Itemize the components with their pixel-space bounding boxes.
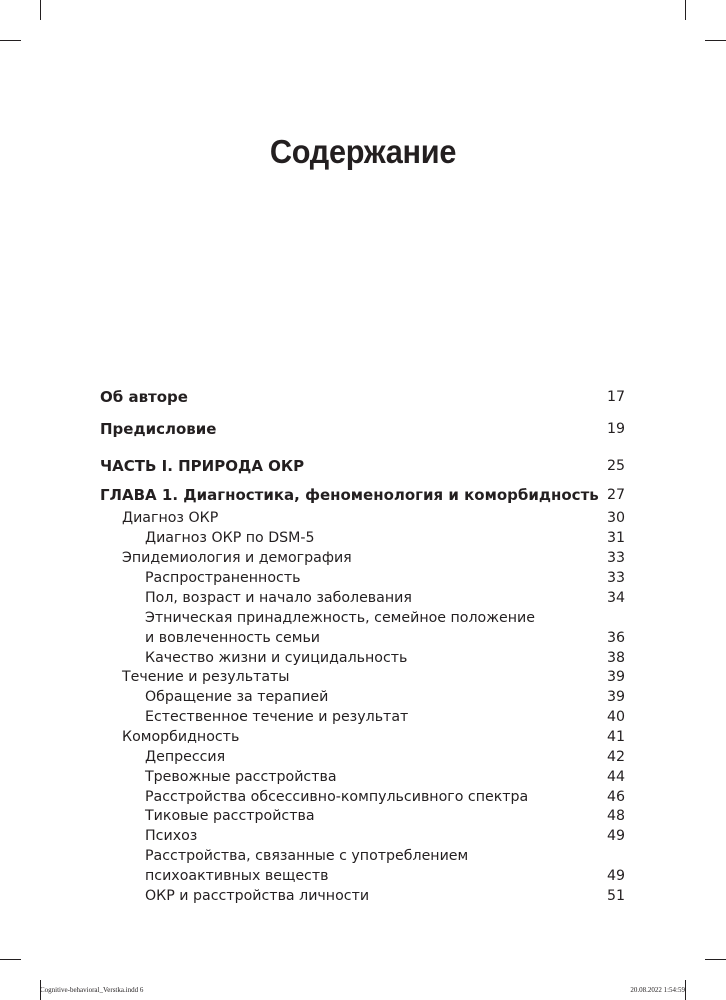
toc-entry[interactable] [100, 419, 625, 439]
toc-entry[interactable] [100, 767, 625, 787]
toc-entry[interactable] [100, 548, 625, 568]
toc-entry[interactable] [100, 806, 625, 826]
toc-entry[interactable] [100, 687, 625, 707]
toc-entry-page: 49 [606, 868, 625, 884]
toc-entry[interactable] [100, 387, 625, 407]
toc-entry[interactable] [100, 648, 625, 668]
toc-entry[interactable] [100, 866, 625, 886]
toc-entry-page: 44 [606, 769, 625, 785]
page-title: Содержание [269, 133, 457, 170]
toc-entry-label: и вовлеченность семьи [145, 630, 321, 646]
toc-entry-page: 48 [606, 808, 625, 824]
toc-entry-page: 46 [606, 789, 625, 805]
toc-entry-label: ГЛАВА 1. Диагностика, феноменология и коморбидность [100, 486, 599, 504]
crop-mark [0, 959, 21, 960]
toc-entry-page: 34 [606, 590, 625, 606]
toc-entry-page: 33 [606, 570, 625, 586]
toc-entry-label: Диагноз ОКР по DSM-5 [145, 530, 315, 546]
toc-entry-page: 41 [606, 729, 625, 745]
footer-timestamp: 20.08.2022 1:54:59 [630, 986, 685, 994]
toc-entry[interactable] [100, 667, 625, 687]
toc-entry[interactable] [100, 747, 625, 767]
toc-entry[interactable] [100, 826, 625, 846]
crop-mark [685, 0, 686, 20]
toc-entry[interactable] [100, 727, 625, 747]
toc-entry-label: Психоз [145, 828, 198, 844]
toc-entry-page: 36 [606, 630, 625, 646]
toc-entry-label: Расстройства, связанные с употреблением [145, 848, 469, 864]
toc-entry-page: 51 [606, 888, 625, 904]
toc-entry-page: 39 [606, 689, 625, 705]
toc-entry-page: 27 [606, 487, 625, 503]
toc-entry-page: 38 [606, 650, 625, 666]
crop-mark [705, 40, 726, 41]
toc-entry-label: Диагноз ОКР [122, 510, 219, 526]
toc-entry[interactable] [100, 485, 625, 505]
toc-entry-page: 39 [606, 669, 625, 685]
toc-entry-label: Эпидемиология и демография [122, 550, 352, 566]
toc-entry-label: Этническая принадлежность, семейное положение [145, 610, 535, 626]
toc-entry-label: Распространенность [145, 570, 301, 586]
toc-entry-page: 30 [606, 510, 625, 526]
toc-entry-page: 42 [606, 749, 625, 765]
crop-mark [0, 40, 21, 41]
toc-entry[interactable] [100, 508, 625, 528]
toc-entry-label: Предисловие [100, 420, 217, 438]
toc-entry[interactable] [100, 628, 625, 648]
toc-entry-label: Расстройства обсессивно-компульсивного спектра [145, 789, 529, 805]
crop-mark [705, 959, 726, 960]
toc-entry-page: 17 [606, 389, 625, 405]
toc-entry[interactable] [100, 846, 625, 866]
toc-entry[interactable] [100, 456, 625, 476]
toc-entry-label: Коморбидность [122, 729, 240, 745]
toc-entry[interactable] [100, 787, 625, 807]
toc-entry-label: Тиковые расстройства [145, 808, 315, 824]
toc-entry-label: ОКР и расстройства личности [145, 888, 370, 904]
toc-entry-label: психоактивных веществ [145, 868, 329, 884]
toc-entry[interactable] [100, 707, 625, 727]
toc-entry[interactable] [100, 528, 625, 548]
toc-entry-label: Течение и результаты [122, 669, 290, 685]
toc-entry-page: 33 [606, 550, 625, 566]
toc-entry[interactable] [100, 608, 625, 628]
crop-mark [40, 0, 41, 20]
toc-entry-label: Пол, возраст и начало заболевания [145, 590, 412, 606]
footer-file-info: Cognitive-behavioral_Verstka.indd 6 [40, 986, 144, 994]
toc-entry-label: Обращение за терапией [145, 689, 329, 705]
toc-entry-label: ЧАСТЬ I. ПРИРОДА ОКР [100, 457, 305, 475]
toc-entry[interactable] [100, 568, 625, 588]
toc-entry-page: 25 [606, 458, 625, 474]
toc-entry-page: 31 [606, 530, 625, 546]
crop-mark [685, 980, 686, 1000]
toc-entry-page: 40 [606, 709, 625, 725]
toc-entry-label: Качество жизни и суицидальность [145, 650, 408, 666]
toc-entry-label: Естественное течение и результат [145, 709, 409, 725]
toc-entry-label: Тревожные расстройства [145, 769, 337, 785]
toc-entry-label: Депрессия [145, 749, 226, 765]
toc-entry[interactable] [100, 886, 625, 906]
toc-entry[interactable] [100, 588, 625, 608]
toc-entry-label: Об авторе [100, 388, 188, 406]
toc-entry-page: 49 [606, 828, 625, 844]
toc-entry-page: 19 [606, 421, 625, 437]
